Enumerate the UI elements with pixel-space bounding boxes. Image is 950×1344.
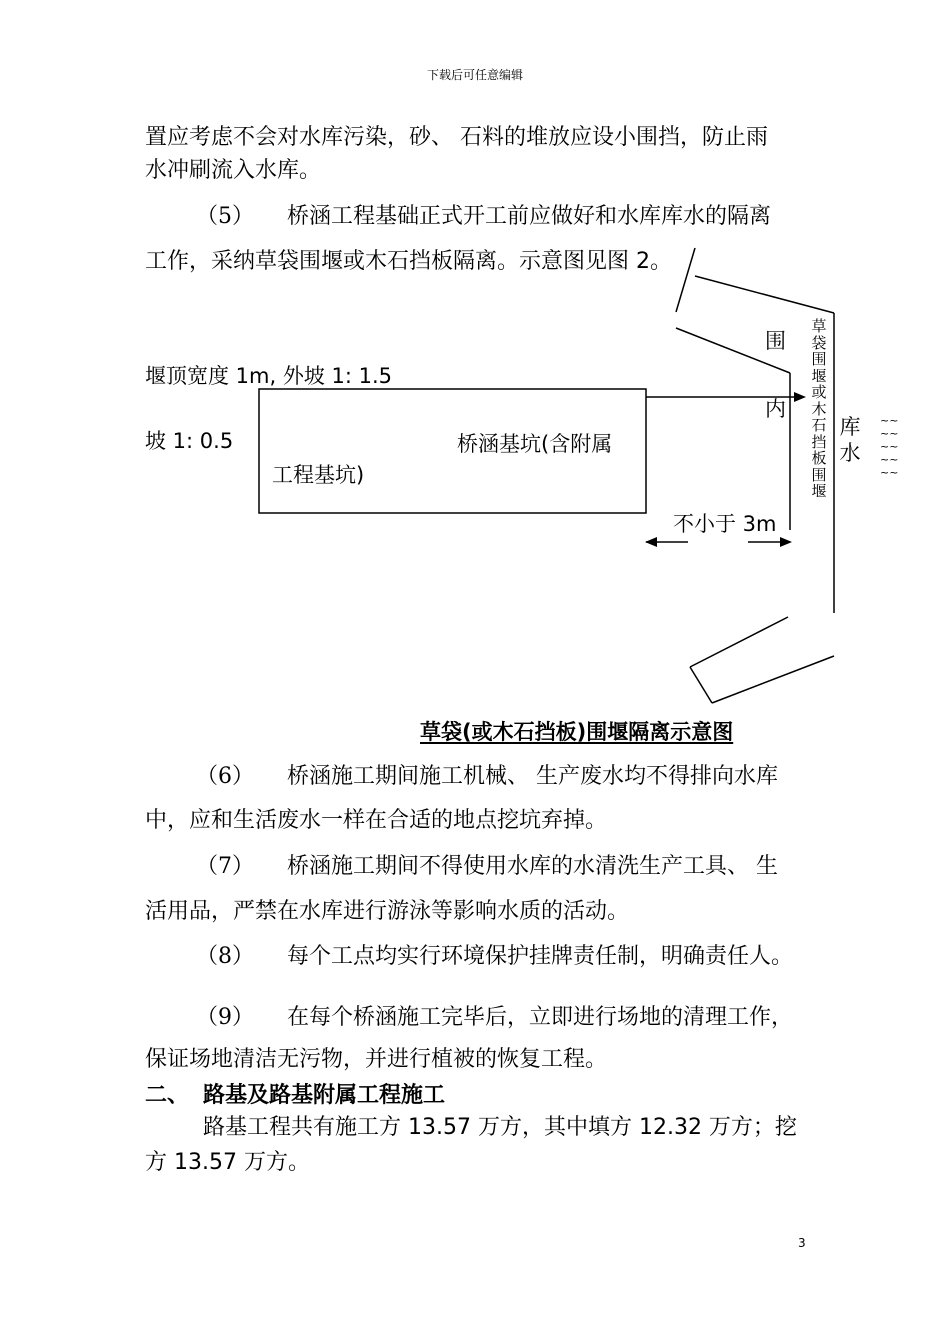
- reservoir-label: 库水: [839, 415, 861, 465]
- pit-label: 工程基坑): [272, 463, 365, 487]
- item-number: （5）: [196, 204, 254, 229]
- wave-mark: ~~: [880, 440, 899, 453]
- inside-label: 内: [765, 397, 786, 421]
- weir-slope-line: [676, 248, 695, 312]
- page-header: 下载后可任意编辑: [426, 68, 523, 82]
- arrow-head: [794, 392, 806, 402]
- paragraph-line: 工作，采纳草袋围堰或木石挡板隔离。示意图见图 2。: [145, 249, 672, 274]
- paragraph-line: 桥涵施工期间施工机械、 生产废水均不得排向水库: [287, 764, 778, 789]
- weir-top-width-label: 堰顶宽度 1m, 外坡 1: 1.5: [145, 364, 393, 388]
- wave-mark: ~~: [880, 427, 899, 440]
- item-number: （9）: [196, 1005, 254, 1030]
- lower-weir-outer: [712, 656, 834, 703]
- paragraph-line: 活用品，严禁在水库进行游泳等影响水质的活动。: [145, 899, 630, 924]
- lower-weir-slope: [690, 667, 712, 703]
- wave-mark: ~~: [880, 414, 899, 427]
- paragraph-line: 水冲刷流入水库。: [145, 158, 322, 183]
- paragraph-line: 路基工程共有施工方 13.57 万方，其中填方 12.32 万方；挖: [203, 1115, 797, 1140]
- wave-mark: ~~: [880, 466, 899, 479]
- section-number: 二、: [145, 1083, 190, 1108]
- page-number: 3: [798, 1236, 806, 1250]
- paragraph-line: 置应考虑不会对水库污染，砂、 石料的堆放应设小围挡，防止雨: [145, 125, 768, 150]
- slope-label: 坡 1: 0.5: [145, 429, 234, 453]
- section-heading: 路基及路基附属工程施工: [203, 1083, 446, 1108]
- paragraph-line: 保证场地清洁无污物，并进行植被的恢复工程。: [145, 1047, 608, 1072]
- pit-label: 桥涵基坑(含附属: [457, 432, 613, 456]
- wave-mark: ~~: [880, 453, 899, 466]
- item-number: （6）: [196, 764, 254, 789]
- paragraph-line: 桥涵施工期间不得使用水库的水清洗生产工具、 生: [287, 854, 778, 879]
- arrow-head: [780, 537, 792, 547]
- weir-outer-line: [695, 276, 834, 313]
- diagram-caption: 草袋(或木石挡板)围堰隔离示意图: [420, 720, 734, 744]
- item-number: （8）: [196, 944, 254, 969]
- water-waves: [880, 414, 898, 479]
- arrow-head: [645, 537, 657, 547]
- paragraph-line: 桥涵工程基础正式开工前应做好和水库库水的隔离: [287, 204, 772, 229]
- weir-vertical-label: 草袋围堰或木石挡板围堰: [811, 317, 827, 500]
- paragraph-line: 中，应和生活废水一样在合适的地点挖坑弃掉。: [145, 808, 608, 833]
- distance-label: 不小于 3m: [673, 512, 777, 536]
- item-number: （7）: [196, 854, 254, 879]
- inside-label: 围: [765, 329, 786, 353]
- lower-weir-line: [690, 617, 788, 667]
- paragraph-line: 方 13.57 万方。: [145, 1150, 310, 1175]
- paragraph-line: 每个工点均实行环境保护挂牌责任制，明确责任人。: [287, 944, 794, 969]
- paragraph-line: 在每个桥涵施工完毕后，立即进行场地的清理工作，: [287, 1005, 794, 1030]
